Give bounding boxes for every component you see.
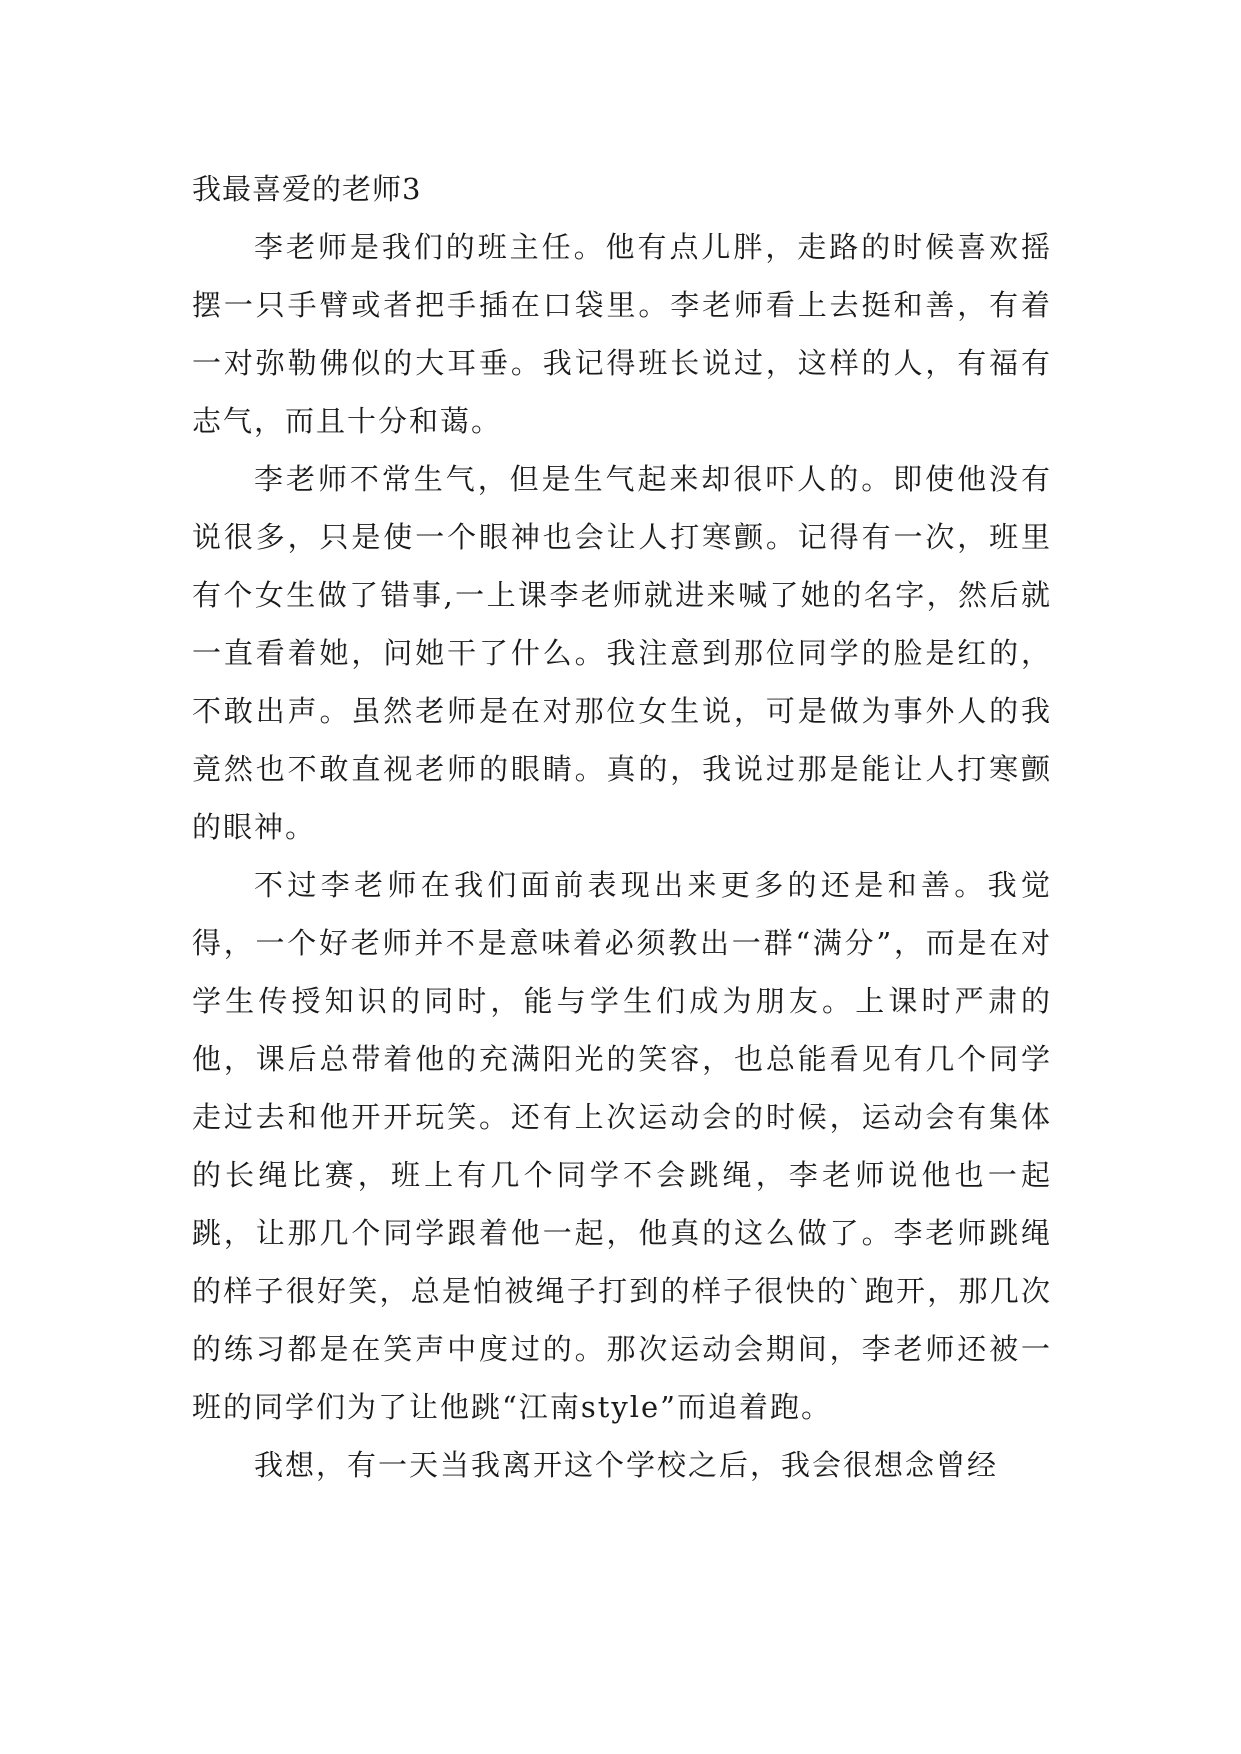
paragraph-2: 李老师不常生气，但是生气起来却很吓人的。即使他没有说很多，只是使一个眼神也会让人打寒颤。记得有一次，班里有个女生做了错事,一上课李老师就进来喊了她的名字，然后就一直看着她，问她干了什么。我注意到那位同学的脸是红的，不敢出声。虽然老师是在对那位女生说，可是做为事外人的我竟然也不敢直视老师的眼睛。真的，我说过那是能让人打寒颤的眼神。 [192, 462, 1052, 844]
paragraph-1: 李老师是我们的班主任。他有点儿胖，走路的时候喜欢摇摆一只手臂或者把手插在口袋里。李老师看上去挺和善，有着一对弥勒佛似的大耳垂。我记得班长说过，这样的人，有福有志气，而且十分和蔼。 [192, 230, 1052, 438]
paragraph-4: 我想，有一天当我离开这个学校之后，我会很想念曾经 [254, 1448, 999, 1482]
document-body [192, 160, 1052, 1494]
paragraph-3: 不过李老师在我们面前表现出来更多的还是和善。我觉得，一个好老师并不是意味着必须教出一群“满分”，而是在对学生传授知识的同时，能与学生们成为朋友。上课时严肃的他，课后总带着他的充满阳光的笑容，也总能看见有几个同学走过去和他开开玩笑。还有上次运动会的时候，运动会有集体的长绳比赛，班上有几个同学不会跳绳，李老师说他也一起跳，让那几个同学跟着他一起，他真的这么做了。李老师跳绳的样子很好笑，总是怕被绳子打到的样子很快的`跑开，那几次的练习都是在笑声中度过的。那次运动会期间，李老师还被一班的同学们为了让他跳“江南style”而追着跑。 [192, 868, 1052, 1424]
document-title: 我最喜爱的老师3 [192, 172, 422, 206]
